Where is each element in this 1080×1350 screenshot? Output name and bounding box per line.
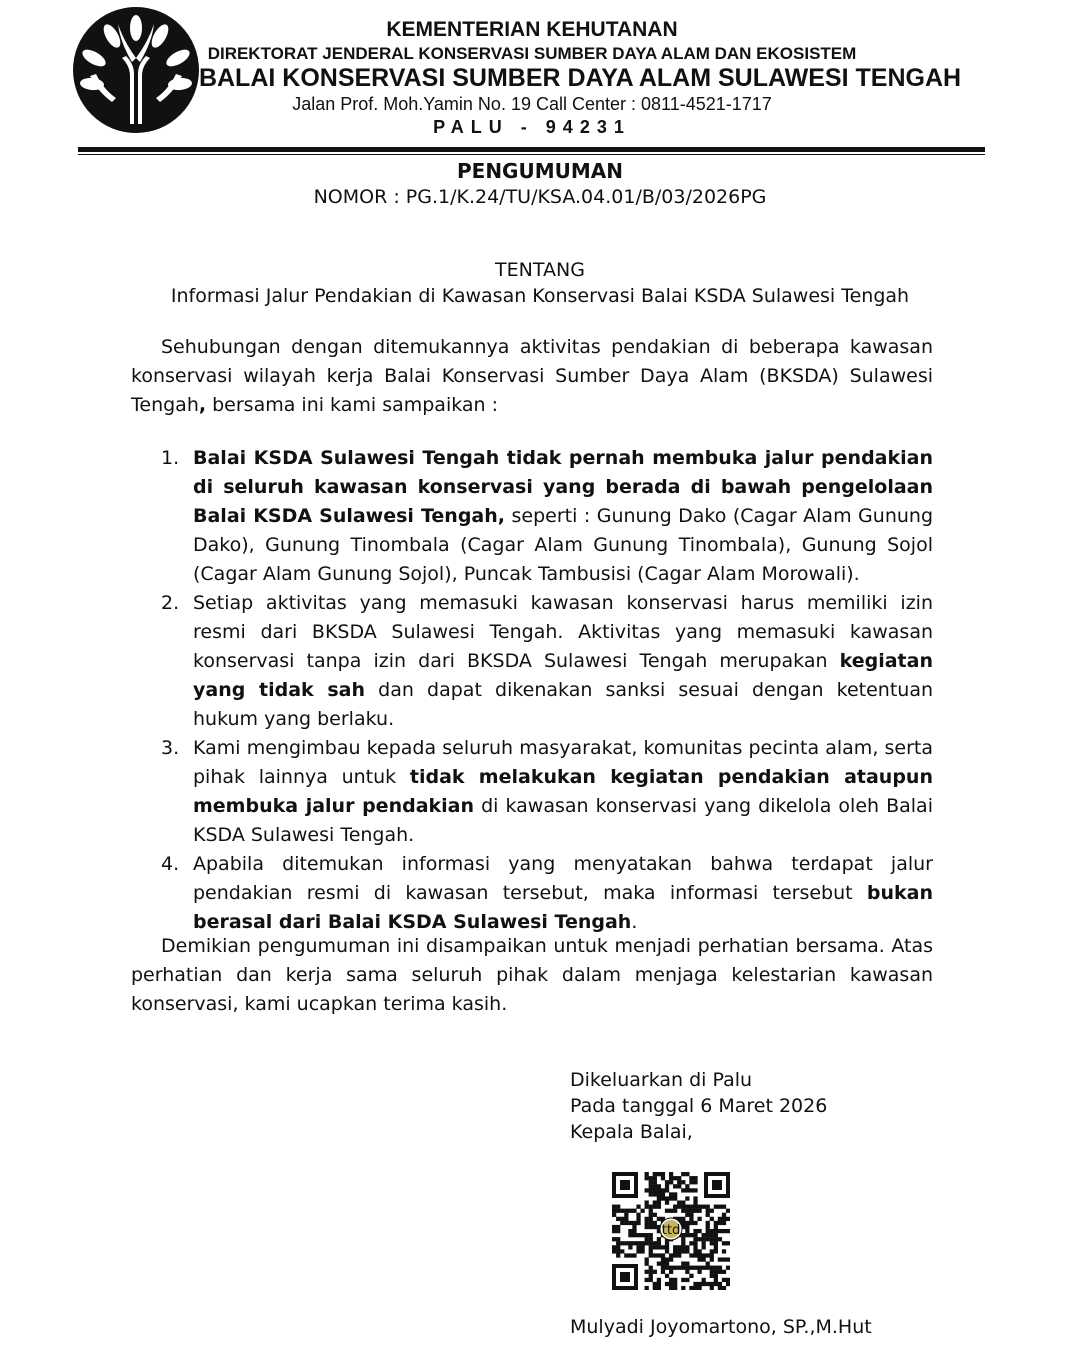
letterhead-divider-thin [78, 154, 985, 155]
opening-text: Sehubungan dengan ditemukannya aktivitas pendakian di beberapa kawasan konservasi wilayah kerja Balai Konservasi Sumber Daya Alam (BKSDA) Sulawesi Tengah [131, 336, 933, 416]
issued-place: Dikeluarkan di Palu [570, 1069, 753, 1091]
qr-label: ttd [661, 1223, 681, 1238]
item-text: Kami mengimbau kepada seluruh masyarakat, komunitas pecinta alam, serta pihak lainnya untuk [193, 737, 933, 788]
item-text: seperti : Gunung Dako (Cagar Alam Gunung Dako), Gunung Tinombala (Cagar Alam Gunung Tinombala), Gunung Sojol (Cagar Alam Gunung Sojol), Puncak Tambusisi (Cagar Alam Morowali). [193, 505, 934, 585]
letterhead [0, 0, 1080, 160]
signer-name: Mulyadi Joyomartono, SP.,M.Hut [570, 1316, 872, 1338]
office-address: Jalan Prof. Moh.Yamin No. 19 Call Center : 0811-4521-1717 [292, 94, 772, 114]
closing-text: Demikian pengumuman ini disampaikan untuk menjadi perhatian bersama. Atas perhatian dan kerja sama seluruh pihak dalam menjaga kelestarian kawasan konservasi, kami ucapkan terima kasih. [131, 935, 933, 1015]
list-item [131, 589, 933, 734]
item-number: 2. [161, 592, 180, 614]
item-text-end: dan dapat dikenakan sanksi sesuai dengan ketentuan hukum yang berlaku. [193, 679, 934, 730]
item-bold: bukan berasal dari Balai KSDA Sulawesi Tengah [193, 882, 933, 933]
item-text: Setiap aktivitas yang memasuki kawasan konservasi harus memiliki izin resmi dari BKSDA Sulawesi Tengah. Aktivitas yang memasuki kawasan konservasi tanpa izin dari BKSDA Sulawesi Tengah merupakan [193, 592, 933, 672]
about-label: TENTANG [495, 259, 585, 281]
opening-paragraph [131, 333, 933, 420]
item-bold: tidak melakukan kegiatan pendakian ataupun membuka jalur pendakian [193, 766, 933, 817]
list-item [131, 444, 933, 589]
office-city: PALU - 94231 [433, 117, 631, 137]
tree-emblem-icon [72, 6, 200, 134]
signature-block [570, 1067, 827, 1145]
item-number: 4. [161, 853, 180, 875]
issued-date: Pada tanggal 6 Maret 2026 [570, 1095, 828, 1117]
ministry-name: KEMENTERIAN KEHUTANAN [386, 18, 678, 41]
item-text-end: di kawasan konservasi yang dikelola oleh Balai KSDA Sulawesi Tengah. [193, 795, 933, 846]
announcement-items [131, 444, 933, 937]
opening-bold: , [198, 394, 207, 416]
item-bold: kegiatan yang tidak sah [193, 650, 933, 701]
letterhead-divider [78, 147, 985, 152]
directorate-name: DIREKTORAT JENDERAL KONSERVASI SUMBER DAYA ALAM DAN EKOSISTEM [207, 44, 857, 63]
signer-position: Kepala Balai, [570, 1121, 693, 1143]
list-item [131, 850, 933, 937]
about-text: Informasi Jalur Pendakian di Kawasan Konservasi Balai KSDA Sulawesi Tengah [170, 285, 910, 307]
qr-code-signature [612, 1172, 730, 1290]
office-name: BALAI KONSERVASI SUMBER DAYA ALAM SULAWESI TENGAH [198, 64, 962, 92]
list-item [131, 734, 933, 850]
item-number: 1. [161, 447, 180, 469]
item-text: Apabila ditemukan informasi yang menyatakan bahwa terdapat jalur pendakian resmi di kawasan tersebut, maka informasi tersebut [193, 853, 933, 904]
item-text-end: . [631, 911, 638, 933]
announcement-title: PENGUMUMAN [457, 159, 623, 183]
announcement-number: NOMOR : PG.1/K.24/TU/KSA.04.01/B/03/2026PG [313, 186, 767, 208]
item-bold: Balai KSDA Sulawesi Tengah tidak pernah membuka jalur pendakian di seluruh kawasan konservasi yang berada di bawah pengelolaan Balai KSDA Sulawesi Tengah, [193, 447, 933, 527]
closing-paragraph [131, 932, 933, 1019]
opening-end: bersama ini kami sampaikan : [206, 394, 499, 416]
item-number: 3. [161, 737, 180, 759]
